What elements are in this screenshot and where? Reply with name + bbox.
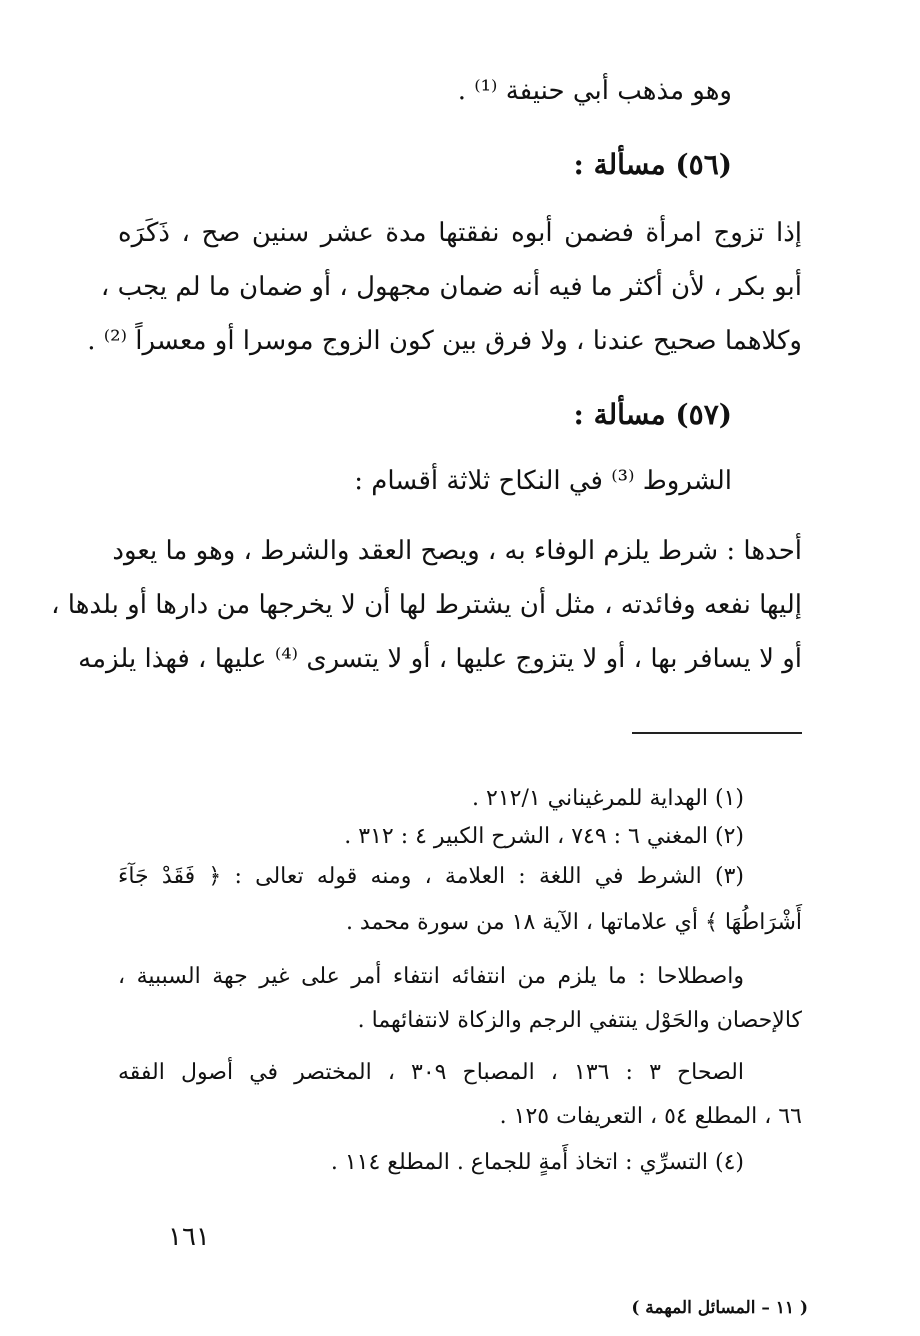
footnote-4: (٤) التسرِّي : اتخاذ أَمةٍ للجماع . المطلع ١١٤ . [330,1150,744,1175]
section-heading-57: (٥٧) مسألة : [573,398,732,431]
footnote-3-line-1: (٣) الشرط في اللغة : العلامة ، ومنه قوله تعالى : ﴿ فَقَدْ جَآءَ [118,864,744,889]
footnote-3-line-3: واصطلاحا : ما يلزم من انتفائه انتفاء أمر على غير جهة السببية ، [118,964,744,989]
section-heading-56: (٥٦) مسألة : [573,148,732,181]
footnote-3-line-2: أَشْرَاطُهَا ﴾ أي علاماتها ، الآية ١٨ من سورة محمد . [345,910,802,935]
footnote-1: (١) الهداية للمرغيناني ٢١٢/١ . [472,786,744,811]
footnote-3-line-5: الصحاح ٣ : ١٣٦ ، المصباح ٣٠٩ ، المختصر في أصول الفقه [118,1060,744,1085]
paragraph-56-line-1: إذا تزوج امرأة فضمن أبوه نفقتها مدة عشر سنين صح ، ذَكَرَه [118,218,802,248]
body-line-1: وهو مذهب أبي حنيفة ⁽¹⁾ . [457,76,732,106]
paragraph-57-line-2: إليها نفعه وفائدته ، مثل أن يشترط لها أن لا يخرجها من دارها أو بلدها ، [51,590,802,620]
footnote-2: (٢) المغني ٦ : ٧٤٩ ، الشرح الكبير ٤ : ٣١٢ . [344,824,744,849]
footnote-3-line-4: كالإحصان والحَوْل ينتفي الرجم والزكاة لانتفائهما . [357,1008,802,1033]
paragraph-56-line-2: أبو بكر ، لأن أكثر ما فيه أنه ضمان مجهول ، أو ضمان ما لم يجب ، [100,272,802,302]
paragraph-57-line-3: أو لا يسافر بها ، أو لا يتزوج عليها ، أو لا يتسرى ⁽⁴⁾ عليها ، فهذا يلزمه [78,644,802,674]
printer-signature: ( ١١ – المسائل المهمة ) [631,1298,808,1318]
footnote-3-line-6: ٦٦ ، المطلع ٥٤ ، التعريفات ١٢٥ . [499,1104,802,1129]
footnote-separator [632,732,802,734]
paragraph-56-line-3: وكلاهما صحيح عندنا ، ولا فرق بين كون الزوج موسرا أو معسراً ⁽²⁾ . [87,326,802,356]
page-number: ١٦١ [168,1222,210,1252]
paragraph-57-intro: الشروط ⁽³⁾ في النكاح ثلاثة أقسام : [354,466,732,496]
paragraph-57-line-1: أحدها : شرط يلزم الوفاء به ، ويصح العقد والشرط ، وهو ما يعود [112,536,802,566]
